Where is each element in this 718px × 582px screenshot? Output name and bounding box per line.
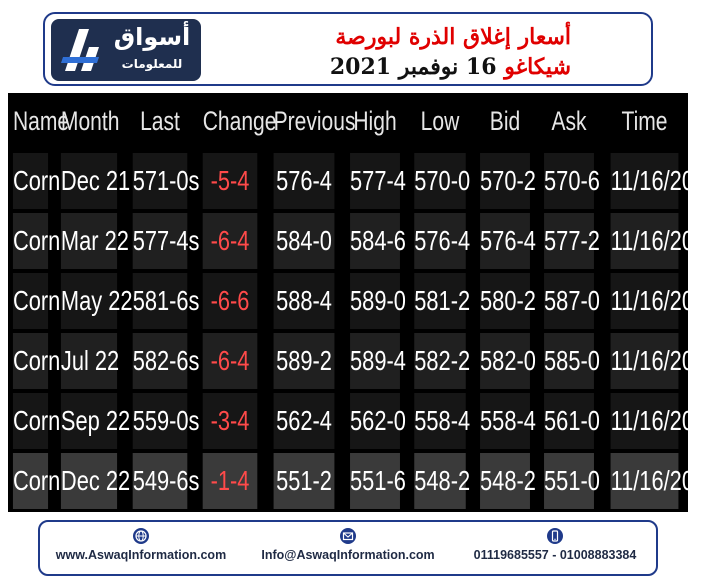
cell-time: 11/16/2021: [611, 453, 679, 509]
cell-bid: 548-2: [480, 453, 530, 509]
column-header-bid: Bid: [489, 105, 521, 136]
cell-month: Dec 22: [61, 453, 117, 509]
column-header-low: Low: [420, 105, 460, 136]
table-row: [8, 453, 688, 509]
cell-month: Jul 22: [61, 333, 117, 389]
table-row: [8, 153, 688, 209]
date-month-year: نوفمبر 2021: [329, 54, 459, 80]
cell-name: Corn: [13, 393, 48, 449]
page-subtitle: [330, 54, 571, 80]
cell-previous: 589-2: [274, 333, 335, 389]
cell-name: Corn: [13, 213, 48, 269]
cell-name: Corn: [13, 273, 48, 329]
phone-icon: [547, 528, 563, 544]
cell-month: Mar 22: [61, 213, 117, 269]
cell-ask: 570-6: [544, 153, 594, 209]
mail-icon: [340, 528, 356, 544]
cell-ask: 561-0: [544, 393, 594, 449]
cell-high: 589-4: [350, 333, 400, 389]
table-row: [8, 273, 688, 329]
cell-low: 558-4: [414, 393, 465, 449]
phone-numbers: 01119685557 - 01008883384: [473, 548, 637, 562]
quotes-table: [8, 89, 718, 513]
cell-time: 11/16/2021: [611, 273, 679, 329]
cell-previous: 551-2: [274, 453, 335, 509]
column-header-last: Last: [140, 105, 180, 136]
column-header-name: Name: [12, 105, 70, 136]
cell-high: 584-6: [350, 213, 400, 269]
cell-bid: 582-0: [480, 333, 530, 389]
website-link[interactable]: www.AswaqInformation.com: [55, 548, 227, 562]
column-header-change: Change: [202, 105, 277, 136]
cell-name: Corn: [13, 153, 48, 209]
cell-last: 577-4s: [133, 213, 188, 269]
cell-previous: 584-0: [274, 213, 335, 269]
logo-text: أسواق: [113, 23, 191, 51]
column-header-month: Month: [60, 105, 120, 136]
cell-last: 549-6s: [133, 453, 188, 509]
cell-bid: 570-2: [480, 153, 530, 209]
cell-high: 577-4: [350, 153, 400, 209]
cell-high: 589-0: [350, 273, 400, 329]
cell-change: -5-4: [203, 153, 258, 209]
cell-bid: 558-4: [480, 393, 530, 449]
cell-time: 11/16/2021: [611, 213, 679, 269]
cell-time: 11/16/2021: [611, 333, 679, 389]
cell-ask: 551-0: [544, 453, 594, 509]
table-row: [8, 213, 688, 269]
cell-bid: 580-2: [480, 273, 530, 329]
cell-low: 581-2: [414, 273, 465, 329]
cell-low: 548-2: [414, 453, 465, 509]
header-banner: [43, 12, 653, 86]
date-day: 16: [465, 54, 497, 80]
cell-month: Dec 21: [61, 153, 117, 209]
cell-previous: 562-4: [274, 393, 335, 449]
cell-change: -6-4: [203, 333, 258, 389]
cell-ask: 587-0: [544, 273, 594, 329]
email-item: [248, 528, 448, 562]
quotes-table-container: [8, 93, 718, 512]
cell-time: 11/16/2021: [611, 153, 679, 209]
cell-name: Corn: [13, 453, 48, 509]
cell-last: 582-6s: [133, 333, 188, 389]
cell-ask: 585-0: [544, 333, 594, 389]
cell-ask: 577-2: [544, 213, 594, 269]
cell-month: May 22: [61, 273, 117, 329]
table-row: [8, 333, 688, 389]
cell-change: -6-4: [203, 213, 258, 269]
table-header-row: [8, 93, 688, 149]
cell-change: -6-6: [203, 273, 258, 329]
cell-last: 581-6s: [133, 273, 188, 329]
table-row: [8, 393, 688, 449]
cell-name: Corn: [13, 333, 48, 389]
column-header-high: High: [353, 105, 397, 136]
phone-item: [458, 528, 652, 562]
brand-logo: [51, 19, 201, 81]
column-header-previous: Previous: [273, 105, 356, 136]
column-header-ask: Ask: [551, 105, 587, 136]
cell-change: -3-4: [203, 393, 258, 449]
cell-previous: 588-4: [274, 273, 335, 329]
cell-last: 559-0s: [133, 393, 188, 449]
cell-previous: 576-4: [274, 153, 335, 209]
cell-low: 576-4: [414, 213, 465, 269]
contact-footer: [38, 520, 658, 576]
cell-month: Sep 22: [61, 393, 117, 449]
exchange-name: شيكاغو: [504, 54, 571, 80]
logo-subtext: للمعلومات: [121, 57, 183, 71]
website-item: [46, 528, 236, 562]
cell-low: 582-2: [414, 333, 465, 389]
column-header-time: Time: [621, 105, 668, 136]
aswaq-logo-icon: [61, 27, 101, 73]
cell-high: 551-6: [350, 453, 400, 509]
cell-low: 570-0: [414, 153, 465, 209]
globe-icon: [133, 528, 149, 544]
cell-change: -1-4: [203, 453, 258, 509]
cell-time: 11/16/2021: [611, 393, 679, 449]
cell-bid: 576-4: [480, 213, 530, 269]
cell-high: 562-0: [350, 393, 400, 449]
cell-last: 571-0s: [133, 153, 188, 209]
page-title: أسعار إغلاق الذرة لبورصة: [335, 24, 571, 50]
email-link[interactable]: Info@AswaqInformation.com: [261, 548, 435, 562]
